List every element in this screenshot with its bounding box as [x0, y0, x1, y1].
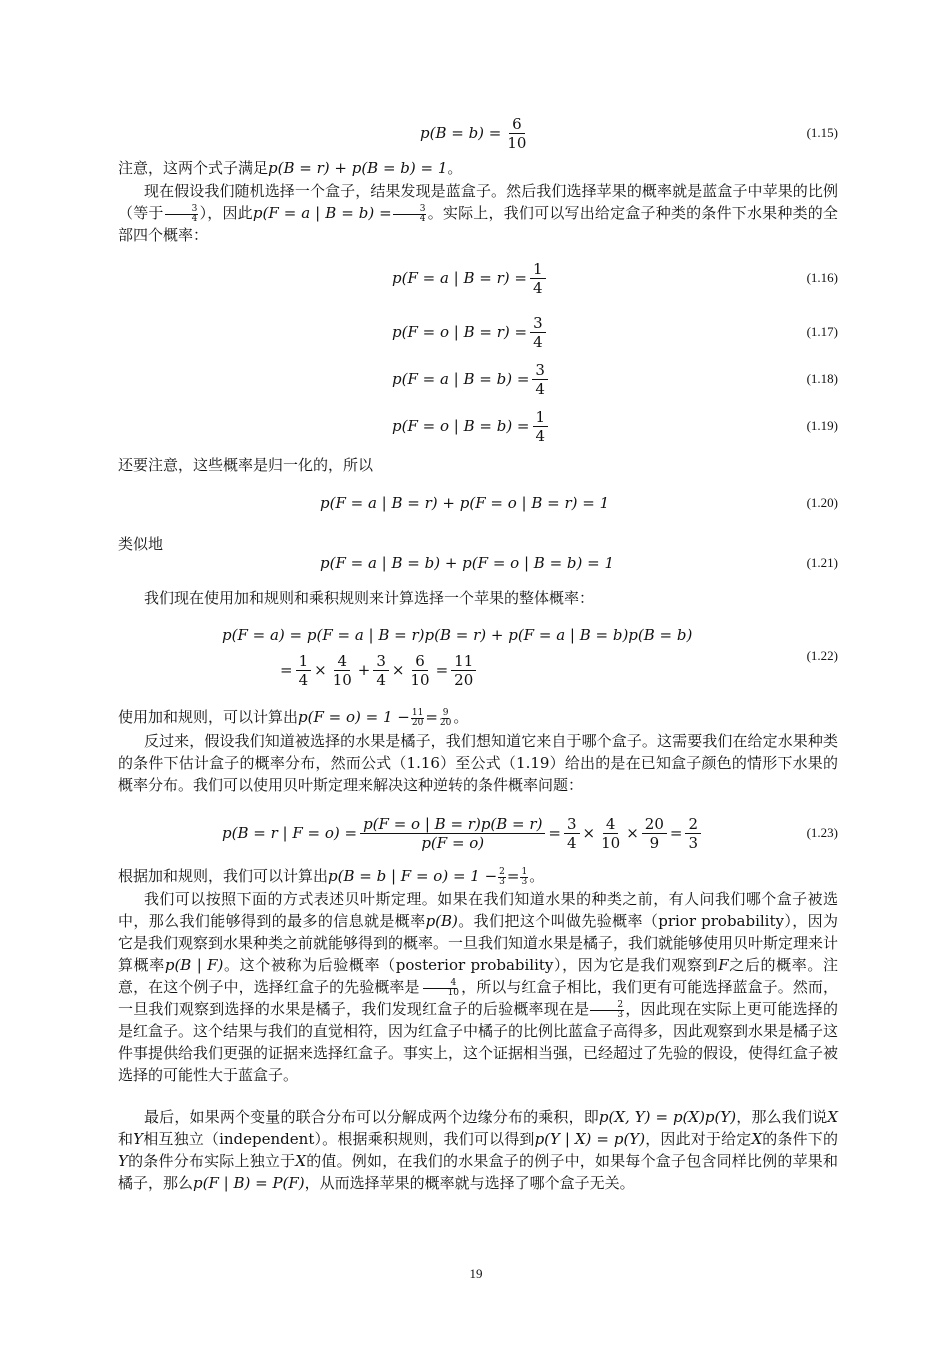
equation-number: (1.15)	[806, 125, 838, 140]
fraction: $\frac{3}{4}$	[564, 815, 580, 852]
fraction: $\frac{1}{4}$	[533, 408, 549, 445]
paragraph-10: 最后，如果两个变量的联合分布可以分解成两个边缘分布的乘积，即p(X, Y) = p(X)p(Y)，那么我们说X和Y相互独立（independent）。根据乘积规则，我们可以得到p(Y | X) = p(Y)，因此对于给定X的条件下的Y的条件分布实际上独立于X的值。例如，在我们的水果盒子的例子中，如果每个盒子包含同样比例的苹果和橘子，那么p(F | B) = P(F)，从而选择苹果的概率就与选择了哪个盒子无关。	[118, 1108, 838, 1192]
fraction: $\frac{1}{4}$	[530, 260, 546, 297]
equation-number: (1.18)	[806, 371, 838, 386]
fraction: $\frac{4}{10}$	[332, 651, 352, 689]
paragraph-7: 反过来，假设我们知道被选择的水果是橘子，我们想知道它来自于哪个盒子。这需要我们在给定水果种类的条件下估计盒子的概率分布，然而公式（1.16）至公式（1.19）给出的是在已知盒子颜色的情形下水果的概率分布。我们可以使用贝叶斯定理来解决这种逆转的条件概率问题：	[118, 732, 838, 794]
paragraph-2: 现在假设我们随机选择一个盒子，结果发现是蓝盒子。然后我们选择苹果的概率就是蓝盒子中苹果的比例（等于 $\frac{3}{4}$ ），因此p(F = a | B = b) = $\frac{3}{4}$ 。实际上，我们可以写出给定盒子种类的条件下水果种类的全部四个概率：	[118, 182, 838, 244]
equation-number: (1.21)	[806, 555, 838, 570]
fraction: $\frac{6}{10}$	[507, 114, 527, 152]
inline-fraction: $\frac{3}{4}$	[165, 205, 199, 224]
inline-fraction: $\frac{3}{4}$	[393, 205, 427, 224]
equation-number: (1.22)	[806, 648, 838, 663]
equation-1-22: p(F = a) = p(F = a | B = r)p(B = r) + p(F = a | B = b)p(B = b) = $\frac{1}{4}$ × $\frac{4}{10}$ + $\frac{3}{4}$ × $\frac{6}{10}$ = $\frac{11}{20}$ (1.22)	[222, 626, 838, 689]
fraction: $\frac{3}{4}$	[373, 652, 389, 689]
inline-fraction: $\frac{2}{3}$	[499, 866, 505, 887]
paragraph-8: 根据加和规则，我们可以计算出p(B = b | F = o) = 1 − $\frac{2}{3}$ = $\frac{1}{3}$ 。	[118, 866, 545, 887]
paragraph-4: 类似地	[118, 535, 164, 553]
inline-fraction: $\frac{1}{3}$	[521, 866, 528, 887]
fraction: $\frac{20}{9}$	[642, 815, 667, 852]
equation-1-18: p(F = a | B = b) = $\frac{3}{4}$ (1.18)	[392, 360, 838, 398]
paragraph-5: 我们现在使用加和规则和乘积规则来计算选择一个苹果的整体概率：	[144, 589, 595, 607]
equation-1-20: p(F = a | B = r) + p(F = o | B = r) = 1 (1.20)	[118, 483, 838, 523]
equation-1-21: p(F = a | B = b) + p(F = o | B = b) = 1 (1.21)	[118, 543, 838, 583]
paragraph-6: 使用加和规则，可以计算出p(F = o) = 1 − $\frac{11}{20}$ = $\frac{9}{20}$ 。	[118, 707, 469, 728]
paragraph-1: 注意，这两个式子满足p(B = r) + p(B = b) = 1。	[118, 159, 463, 177]
fraction: $\frac{2}{3}$	[685, 815, 701, 852]
equation-number: (1.20)	[806, 495, 838, 510]
equation-1-23: p(B = r | F = o) = $\frac{p(F = o | B = r)p(B = r)}{p(F = o)}$ = $\frac{3}{4}$ × $\frac{4}{10}$ × $\frac{20}{9}$ = $\frac{2}{3}$ (1.23)	[118, 810, 838, 856]
inline-fraction: $\frac{2}{3}$	[590, 1001, 624, 1020]
equation-lhs: p(B = b) =	[420, 124, 502, 142]
paragraph-9: 我们可以按照下面的方式表述贝叶斯定理。如果在我们知道水果的种类之前，有人问我们哪个盒子被选中，那么我们能够得到的最多的信息就是概率p(B)。我们把这个叫做先验概率（prior probability），因为它是我们观察到水果种类之前就能够得到的概率。一旦我们知道水果是橘子，我们就能够使用贝叶斯定理来计算概率p(B | F)。这个被称为后验概率（posterior probability），因为它是我们观察到F之后的概率。注意，在这个例子中，选择红盒子的先验概率是 $\frac{4}{10}$ ，所以与红盒子相比，我们更有可能选择蓝盒子。然而，一旦我们观察到选择的水果是橘子，我们发现红盒子的后验概率现在是 $\frac{2}{3}$ ，因此现在实际上更可能选择的是红盒子。这个结果与我们的直觉相符，因为红盒子中橘子的比例比蓝盒子高得多，因此观察到水果是橘子这件事提供给我们更强的证据来选择红盒子。事实上，这个证据相当强，已经超过了先验的假设，使得红盒子被选择的可能性大于蓝盒子。	[118, 890, 839, 1084]
fraction: $\frac{p(F = o | B = r)p(B = r)}{p(F = o)}$	[360, 815, 545, 852]
equation-number: (1.23)	[806, 825, 838, 840]
equation-number: (1.16)	[806, 270, 838, 285]
fraction: $\frac{1}{4}$	[296, 652, 312, 689]
equation-number: (1.17)	[806, 324, 838, 339]
fraction: $\frac{3}{4}$	[532, 361, 548, 398]
fraction: $\frac{6}{10}$	[410, 651, 430, 689]
equation-1-16: p(F = a | B = r) = $\frac{1}{4}$ (1.16)	[392, 259, 838, 297]
inline-fraction: $\frac{11}{20}$	[411, 707, 424, 728]
equation-number: (1.19)	[806, 418, 838, 433]
paragraph-3: 还要注意，这些概率是归一化的，所以	[118, 456, 374, 474]
fraction: $\frac{4}{10}$	[601, 814, 621, 852]
equation-1-19: p(F = o | B = b) = $\frac{1}{4}$ (1.19)	[392, 407, 838, 445]
inline-fraction: $\frac{4}{10}$	[421, 979, 460, 998]
equation-1-15	[118, 113, 838, 153]
page-number: 19	[469, 1266, 483, 1281]
fraction: $\frac{3}{4}$	[530, 314, 546, 351]
equation-1-17: p(F = o | B = r) = $\frac{3}{4}$ (1.17)	[392, 313, 838, 351]
fraction: $\frac{11}{20}$	[451, 652, 476, 689]
inline-fraction: $\frac{9}{20}$	[439, 707, 452, 728]
